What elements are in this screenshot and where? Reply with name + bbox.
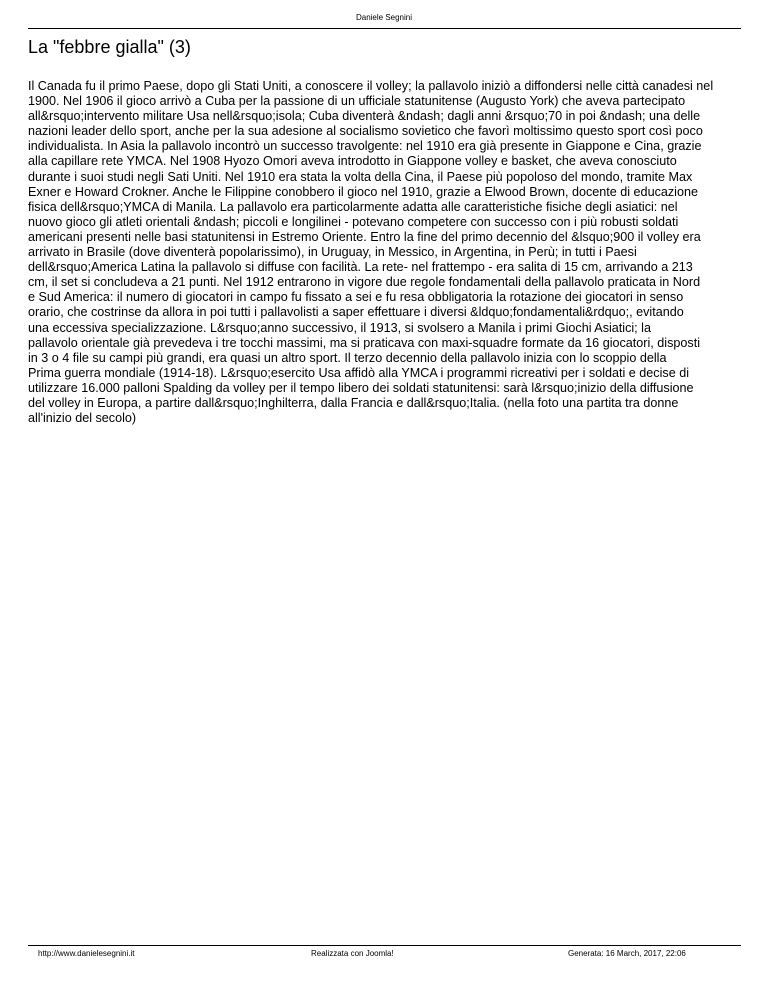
header-divider	[28, 28, 741, 29]
footer-divider	[28, 945, 741, 946]
footer-credit: Realizzata con Joomla!	[311, 949, 394, 958]
page-title: La "febbre gialla" (3)	[28, 37, 191, 57]
footer-site-url[interactable]: http://www.danielesegnini.it	[38, 949, 135, 958]
footer-generated-date: Generata: 16 March, 2017, 22:06	[568, 949, 686, 958]
site-header-author: Daniele Segnini	[355, 13, 413, 22]
article-body: Il Canada fu il primo Paese, dopo gli Stati Uniti, a conoscere il volley; la pallavolo iniziò a diffondersi nelle città canadesi nel 1900. Nel 1906 il gioco arrivò a Cuba per la passione di un ufficiale statunitense (Augusto York) che aveva partecipato all&rsquo;intervento militare Usa nell&rsquo;isola; Cuba diventerà &ndash; dagli anni &rsquo;70 in poi &ndash; una delle nazioni leader dello sport, anche per la sua adesione al socialismo sovietico che favorì moltissimo questo sport così poco individualista. In Asia la pallavolo incontrò un successo travolgente: nel 1910 era già presente in Giappone e Cina, grazie alla capillare rete YMCA. Nel 1908 Hyozo Omori aveva introdotto in Giappone volley e basket, che aveva conosciuto durante i suoi studi negli Sati Uniti. Nel 1910 era stata la volta della Cina, il Paese più popoloso del mondo, tramite Max Exner e Howard Crokner. Anche le Filippine conobbero il gioco nel 1910, grazie a Elwood Brown, docente di educazione fisica dell&rsquo;YMCA di Manila. La pallavolo era particolarmente adatta alle caratteristiche fisiche degli asiatici: nel nuovo gioco gli atleti orientali &ndash; piccoli e longilinei - potevano competere con successo con i più robusti soldati americani presenti nelle basi statunitensi in Estremo Oriente. Entro la fine del primo decennio del &lsquo;900 il volley era arrivato in Brasile (dove diventerà popolarissimo), in Uruguay, in Messico, in Argentina, in Perù; in tutti i Paesi dell&rsquo;America Latina la pallavolo si diffuse con facilità. La rete- nel frattempo - era salita di 15 cm, arrivando a 213 cm, il set si concludeva a 21 punti. Nel 1912 entrarono in vigore due regole fondamentali della pallavolo praticata in Nord e Sud America: il numero di giocatori in campo fu fissato a sei e fu resa obbligatoria la rotazione dei giocatori in senso orario, che costrinse da allora in poi tutti i pallavolisti a saper effettuare i diversi &ldquo;fondamentali&rdquo;, evitando una eccessiva specializzazione. L&rsquo;anno successivo, il 1913, si svolsero a Manila i primi Giochi Asiatici; la pallavolo orientale già prevedeva i tre tocchi massimi, ma si praticava con maxi-squadre formate da 16 giocatori, disposti in 3 o 4 file su campi più grandi, era quasi un altro sport. Il terzo decennio della pallavolo inizia con lo scoppio della Prima guerra mondiale (1914-18). L&rsquo;esercito Usa affidò alla YMCA i programmi ricreativi per i soldati e decise di utilizzare 16.000 palloni Spalding da volley per il tempo libero dei soldati statunitensi: sarà l&rsquo;inizio della diffusione del volley in Europa, a partire dall&rsquo;Inghilterra, dalla Francia e dall&rsquo;Italia. (nella foto una partita tra donne all'inizio del secolo)	[28, 79, 714, 426]
